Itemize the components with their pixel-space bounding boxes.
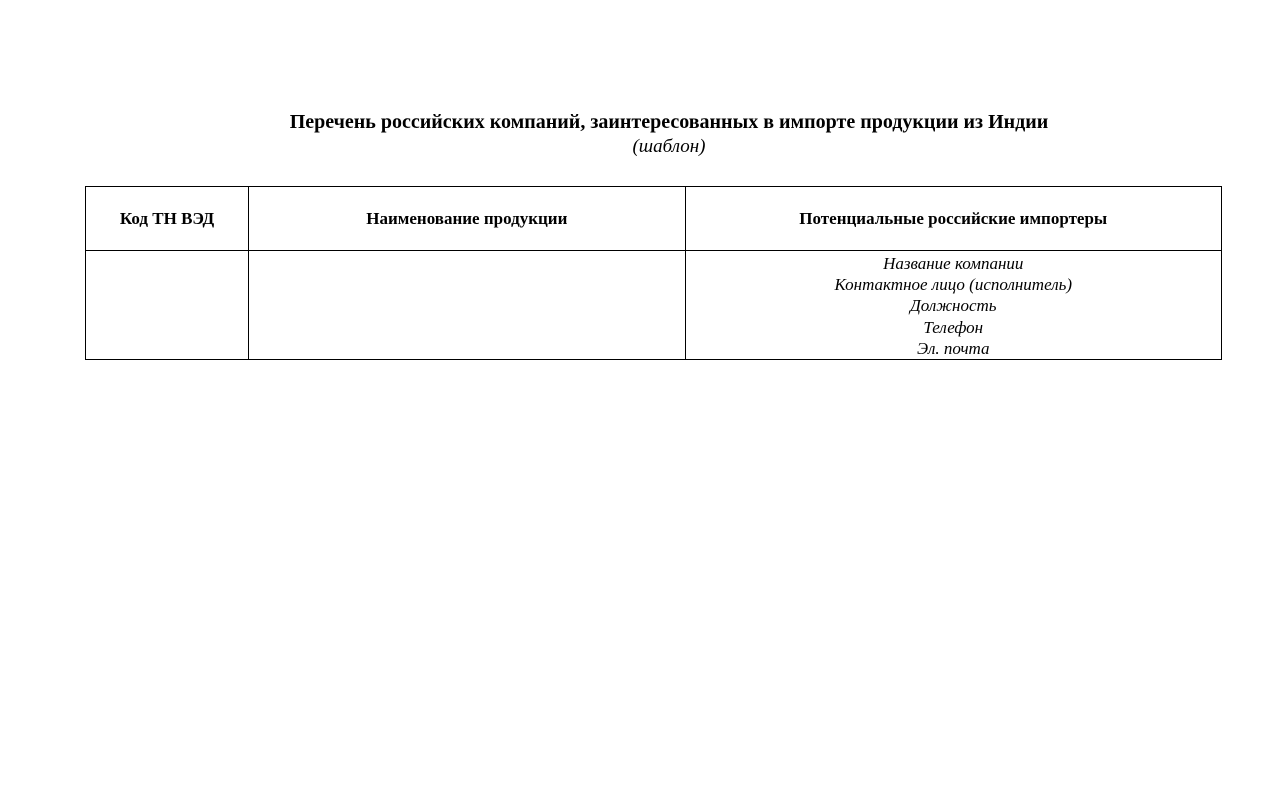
document-subtitle: (шаблон): [632, 136, 706, 157]
field-email: Эл. почта: [916, 338, 990, 358]
header-product: Наименование продукции: [249, 187, 685, 251]
field-contact-person: Контактное лицо (исполнитель): [834, 275, 1073, 295]
header-code: Код ТН ВЭД: [86, 187, 249, 251]
header-importers: Потенциальные российские импортеры: [685, 187, 1221, 251]
cell-importers: [685, 251, 1221, 360]
cell-code: [86, 251, 249, 360]
importers-table: [85, 186, 1222, 360]
importer-fields: [686, 251, 1221, 359]
field-company-name: Название компании: [883, 254, 1024, 273]
table-header-row: [86, 187, 1222, 251]
cell-product: [249, 251, 685, 360]
table-row: [86, 251, 1222, 360]
field-phone: Телефон: [923, 317, 984, 337]
document-title: Перечень российских компаний, заинтересованных в импорте продукции из Индии: [289, 111, 1049, 133]
field-position: Должность: [909, 296, 997, 316]
